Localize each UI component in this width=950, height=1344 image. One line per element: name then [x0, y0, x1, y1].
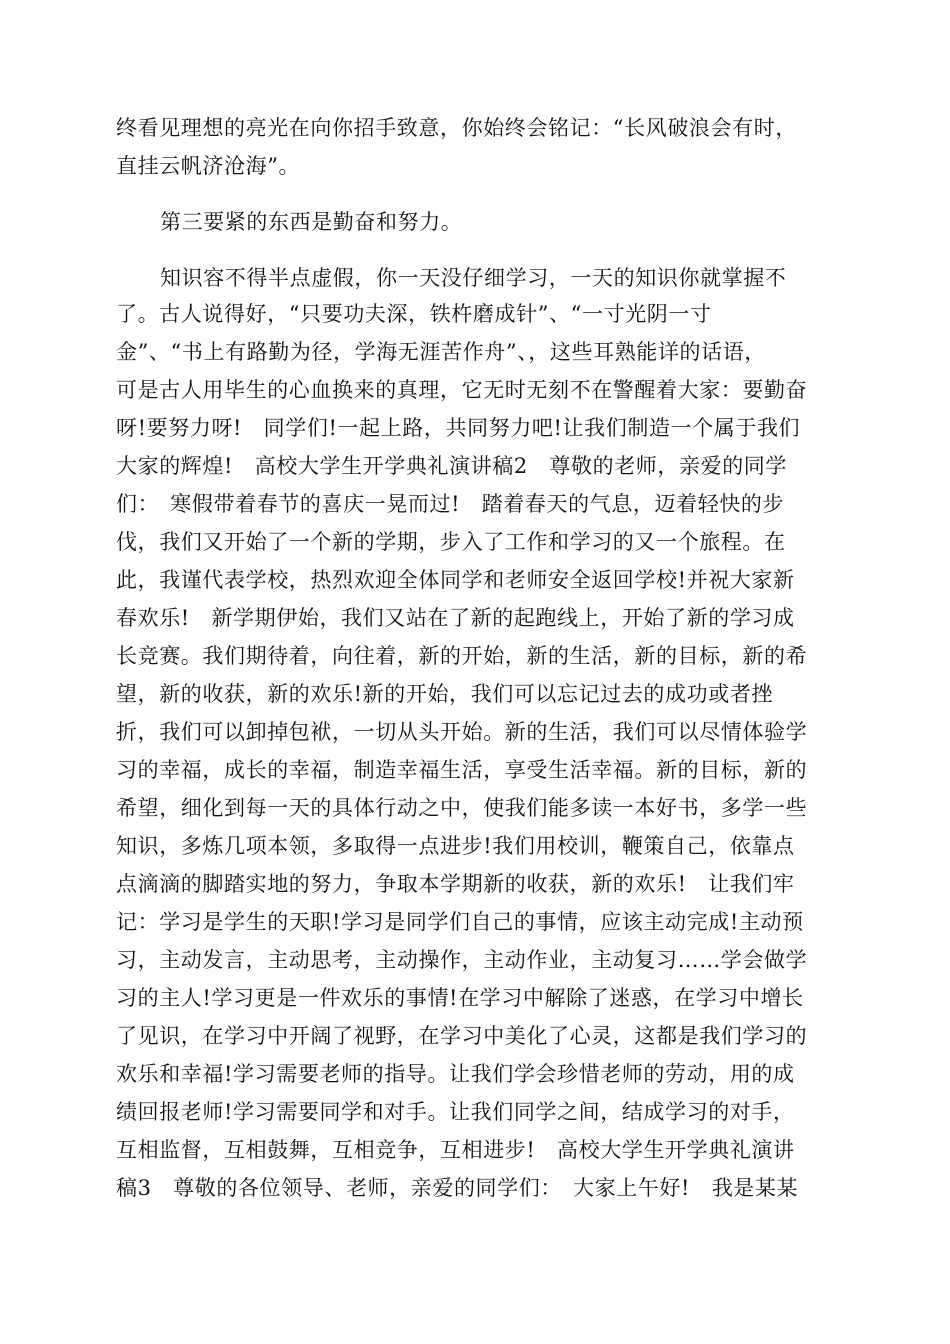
text-line: 们： 寒假带着春节的喜庆一晃而过! 踏着春天的气息，迈着轻快的步	[116, 492, 785, 516]
text-line: 呀!要努力呀! 同学们!一起上路，共同努力吧!让我们制造一个属于我们	[116, 416, 801, 440]
text-line: 欢乐和幸福!学习需要老师的指导。让我们学会珍惜老师的劳动，用的成	[116, 1062, 795, 1086]
text-line: 望，新的收获，新的欢乐!新的开始，我们可以忘记过去的成功或者挫	[116, 682, 774, 706]
text-line: 春欢乐! 新学期伊始，我们又站在了新的起跑线上，开始了新的学习成	[116, 606, 795, 630]
text-line: 记：学习是学生的天职!学习是同学们自己的事情，应该主动完成!主动预	[116, 910, 804, 934]
text-line: 知识，多炼几项本领，多取得一点进步!我们用校训，鞭策自己，依靠点	[116, 834, 795, 858]
text-line: 习的主人!学习更是一件欢乐的事情!在学习中解除了迷惑，在学习中增长	[116, 986, 804, 1010]
text-line: 习的幸福，成长的幸福，制造幸福生活，享受生活幸福。新的目标，新的	[116, 758, 808, 782]
text-line: 折，我们可以卸掉包袱，一切从头开始。新的生活，我们可以尽情体验学	[116, 720, 808, 744]
text-line: 了。古人说得好，“只要功夫深，铁杵磨成针”、“一寸光阴一寸	[116, 302, 712, 326]
text-line: 终看见理想的亮光在向你招手致意，你始终会铭记：“长风破浪会有时，	[116, 116, 797, 140]
text-line: 长竞赛。我们期待着，向往着，新的开始，新的生活，新的目标，新的希	[116, 644, 808, 668]
text-line: 习，主动发言，主动思考，主动操作，主动作业，主动复习……学会做学	[116, 948, 808, 972]
text-line: 稿3 尊敬的各位领导、老师，亲爱的同学们： 大家上午好! 我是某某	[116, 1176, 799, 1200]
text-line: 绩回报老师!学习需要同学和对手。让我们同学之间，结成学习的对手，	[116, 1100, 795, 1124]
text-line: 金”、“书上有路勤为径，学海无涯苦作舟”、，这些耳熟能详的话语，	[116, 340, 766, 364]
text-line: 直挂云帆济沧海”。	[116, 154, 301, 178]
text-line: 可是古人用毕生的心血换来的真理，它无时无刻不在警醒着大家：要勤奋	[116, 378, 808, 402]
text-line: 希望，细化到每一天的具体行动之中，使我们能多读一本好书，多学一些	[116, 796, 808, 820]
paragraph-first-line: 第三要紧的东西是勤奋和努力。	[160, 210, 463, 234]
paragraph-first-line: 知识容不得半点虚假，你一天没仔细学习，一天的知识你就掌握不	[160, 266, 787, 290]
text-line: 伐，我们又开始了一个新的学期，步入了工作和学习的又一个旅程。在	[116, 530, 786, 554]
text-line: 此，我谨代表学校，热烈欢迎全体同学和老师安全返回学校!并祝大家新	[116, 568, 795, 592]
text-line: 了见识，在学习中开阔了视野，在学习中美化了心灵，这都是我们学习的	[116, 1024, 808, 1048]
text-line: 大家的辉煌! 高校大学生开学典礼演讲稿2 尊敬的老师，亲爱的同学	[116, 454, 787, 478]
text-line: 互相监督，互相鼓舞，互相竞争，互相进步! 高校大学生开学典礼演讲	[116, 1138, 795, 1162]
text-line: 点滴滴的脚踏实地的努力，争取本学期新的收获，新的欢乐! 让我们牢	[116, 872, 795, 896]
